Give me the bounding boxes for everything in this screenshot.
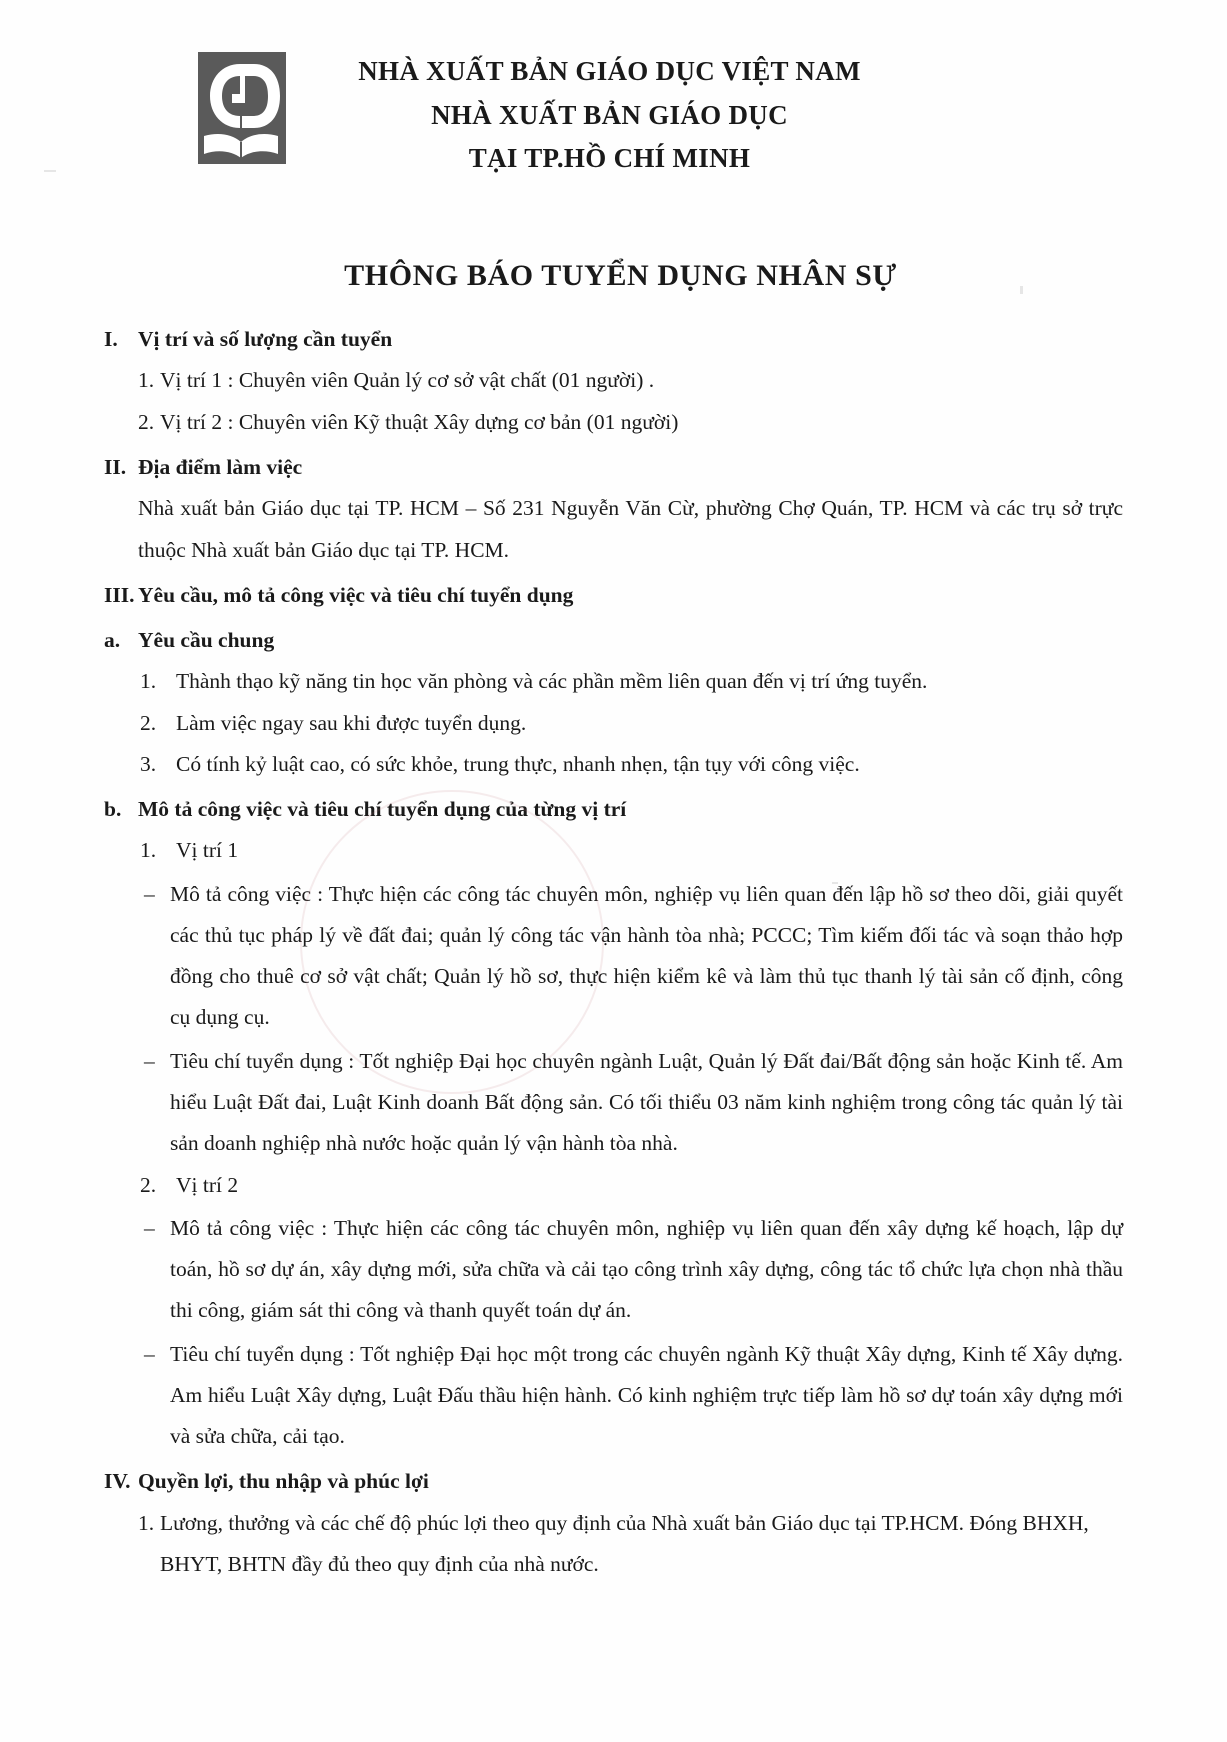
detail-text: Mô tả công việc : Thực hiện các công tác chuyên môn, nghiệp vụ liên quan đến lập hồ sơ theo dõi, giải quyết các thủ tục pháp lý về đất đai; quản lý công tác vận hành tòa nhà; PCCC; Tìm kiếm đối tác và soạn thảo hợp đồng cho thuê cơ sở vật chất; Quản lý hồ sơ, thực hiện kiểm kê và làm thủ tục thanh lý tài sản cố định, công cụ dụng cụ. bbox=[170, 881, 1123, 1030]
section-title-ii: Địa điểm làm việc bbox=[138, 455, 303, 479]
list-item bbox=[138, 402, 1123, 443]
list-item bbox=[140, 744, 1123, 785]
list-item bbox=[140, 661, 1123, 702]
section-heading-ii bbox=[104, 447, 1123, 488]
letterhead bbox=[196, 0, 1227, 181]
list-marker: 1. bbox=[138, 1510, 155, 1535]
subsection-heading-a bbox=[104, 620, 1123, 661]
position-label bbox=[140, 830, 1123, 871]
section-marker-i: I. bbox=[104, 327, 118, 352]
dash-marker: – bbox=[144, 1215, 155, 1240]
list-marker: 1. bbox=[140, 838, 157, 863]
section-title-i: Vị trí và số lượng cần tuyển bbox=[138, 327, 393, 352]
document-body bbox=[104, 319, 1123, 1585]
document-title: THÔNG BÁO TUYỂN DỤNG NHÂN SỰ bbox=[344, 259, 897, 293]
position-detail bbox=[144, 1041, 1123, 1165]
list-marker: 2. bbox=[140, 710, 157, 735]
list-marker: 2. bbox=[138, 409, 155, 434]
dash-marker: – bbox=[144, 881, 155, 906]
detail-text: Mô tả công việc : Thực hiện các công tác chuyên môn, nghiệp vụ liên quan đến xây dựng kế hoạch, lập dự toán, hồ sơ dự án, xây dựng mới, sửa chữa và cải tạo công trình xây dựng, công tác tổ chức lựa chọn nhà thầu thi công, giám sát thi công và thanh quyết toán dự án. bbox=[170, 1215, 1123, 1323]
list-marker: 3. bbox=[140, 751, 157, 776]
scan-speck bbox=[44, 170, 56, 172]
subsection-marker-b: b. bbox=[104, 797, 122, 822]
letterhead-line-2: NHÀ XUẤT BẢN GIÁO DỤC bbox=[431, 99, 788, 130]
section-heading-iv bbox=[104, 1461, 1123, 1502]
position-label bbox=[140, 1165, 1123, 1206]
section-title-iv: Quyền lợi, thu nhập và phúc lợi bbox=[138, 1469, 429, 1494]
detail-text: Tiêu chí tuyển dụng : Tốt nghiệp Đại học một trong các chuyên ngành Kỹ thuật Xây dựng, Kinh tế Xây dựng. Am hiểu Luật Xây dựng, Luật Đấu thầu hiện hành. Có kinh nghiệm trực tiếp làm hồ sơ dự toán xây dựng mới và sửa chữa, cải tạo. bbox=[170, 1341, 1123, 1449]
position-detail bbox=[144, 874, 1123, 1039]
section-title-iii: Yêu cầu, mô tả công việc và tiêu chí tuyển dụng bbox=[138, 582, 574, 607]
list-marker: 2. bbox=[140, 1172, 157, 1197]
list-text: Vị trí 1 bbox=[176, 838, 239, 863]
section-marker-iii: III. bbox=[104, 582, 135, 607]
list-item bbox=[138, 360, 1123, 401]
letterhead-line-1: NHÀ XUẤT BẢN GIÁO DỤC VIỆT NAM bbox=[358, 56, 861, 86]
list-text: Lương, thưởng và các chế độ phúc lợi theo quy định của Nhà xuất bản Giáo dục tại TP.HCM. Đóng BHXH, BHYT, BHTN đầy đủ theo quy định của nhà nước. bbox=[160, 1510, 1089, 1576]
subsection-title-a: Yêu cầu chung bbox=[138, 628, 275, 653]
publisher-name-block bbox=[292, 50, 1227, 181]
list-item bbox=[140, 703, 1123, 744]
section-marker-ii: II. bbox=[104, 455, 127, 479]
workplace-address-paragraph: Nhà xuất bản Giáo dục tại TP. HCM – Số 231 Nguyễn Văn Cừ, phường Chợ Quán, TP. HCM và các trụ sở trực thuộc Nhà xuất bản Giáo dục tại TP. HCM. bbox=[138, 496, 1123, 562]
list-text: Vị trí 2 bbox=[176, 1172, 239, 1197]
subsection-heading-b bbox=[104, 789, 1123, 830]
list-item bbox=[138, 1503, 1123, 1586]
section-heading-iii bbox=[104, 575, 1123, 616]
list-text: Vị trí 2 : Chuyên viên Kỹ thuật Xây dựng cơ bản (01 người) bbox=[160, 409, 679, 434]
position-detail bbox=[144, 1208, 1123, 1332]
detail-text: Tiêu chí tuyển dụng : Tốt nghiệp Đại học chuyên ngành Luật, Quản lý Đất đai/Bất động sản hoặc Kinh tế. Am hiểu Luật Đất đai, Luật Kinh doanh Bất động sản. Có tối thiểu 03 năm kinh nghiệm trong công tác quản lý tài sản doanh nghiệp nhà nước hoặc quản lý vận hành tòa nhà. bbox=[170, 1048, 1123, 1156]
subsection-title-b: Mô tả công việc và tiêu chí tuyển dụng của từng vị trí bbox=[138, 797, 627, 822]
section-heading-i bbox=[104, 319, 1123, 360]
subsection-marker-a: a. bbox=[104, 628, 121, 653]
list-text: Vị trí 1 : Chuyên viên Quản lý cơ sở vật chất (01 người) . bbox=[160, 368, 655, 393]
gd-book-icon bbox=[196, 50, 288, 166]
list-text: Có tính kỷ luật cao, có sức khỏe, trung thực, nhanh nhẹn, tận tụy với công việc. bbox=[176, 751, 860, 776]
list-marker: 1. bbox=[140, 669, 157, 694]
dash-marker: – bbox=[144, 1048, 155, 1073]
list-marker: 1. bbox=[138, 368, 155, 393]
list-text: Làm việc ngay sau khi được tuyển dụng. bbox=[176, 710, 527, 735]
publisher-logo bbox=[196, 50, 292, 166]
letterhead-line-3: TẠI TP.HỒ CHÍ MINH bbox=[468, 143, 751, 174]
section-marker-iv: IV. bbox=[104, 1469, 131, 1494]
dash-marker: – bbox=[144, 1341, 155, 1366]
list-text: Thành thạo kỹ năng tin học văn phòng và các phần mềm liên quan đến vị trí ứng tuyển. bbox=[176, 669, 928, 694]
position-detail bbox=[144, 1334, 1123, 1458]
